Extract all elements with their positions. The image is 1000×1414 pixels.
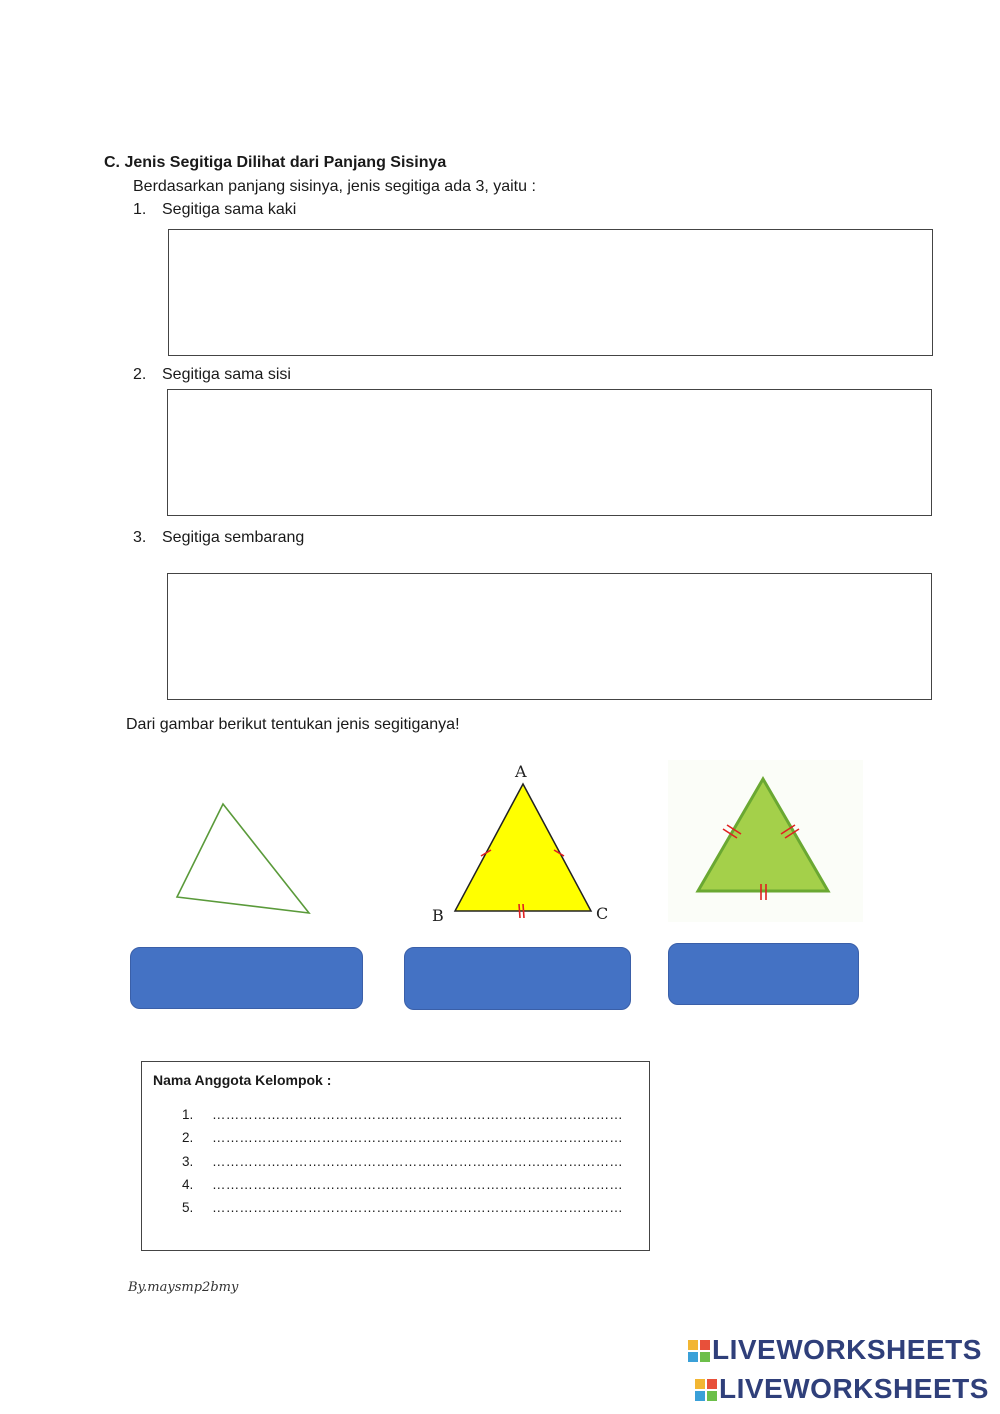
- type-number: 3.: [133, 529, 147, 546]
- answer-field-triangle-1[interactable]: [130, 947, 363, 1009]
- type-item-3: [133, 529, 433, 549]
- scalene-triangle-shape: [177, 804, 309, 913]
- answer-box-sama-kaki[interactable]: [168, 229, 933, 356]
- type-item-1: [133, 201, 433, 221]
- scalene-triangle-figure: [170, 795, 320, 920]
- member-number: 2.: [182, 1130, 194, 1145]
- watermark-text: LIVEWORKSHEETS: [719, 1373, 989, 1404]
- vertex-label-c: C: [596, 904, 609, 923]
- answer-box-sama-sisi[interactable]: [167, 389, 932, 516]
- member-blank: ………………………………………………………………………………: [212, 1177, 623, 1192]
- type-item-2: [133, 366, 433, 386]
- isosceles-triangle-shape: [455, 784, 591, 911]
- type-label: Segitiga sama kaki: [162, 201, 297, 218]
- member-row-2: [182, 1130, 623, 1145]
- watermark-text: LIVEWORKSHEETS: [712, 1334, 982, 1365]
- group-members-box: [141, 1061, 650, 1251]
- answer-field-triangle-3[interactable]: [668, 943, 859, 1005]
- member-number: 1.: [182, 1107, 194, 1122]
- section-intro: Berdasarkan panjang sisinya, jenis segitiga ada 3, yaitu :: [133, 178, 536, 195]
- answer-field-triangle-2[interactable]: [404, 947, 631, 1010]
- member-number: 3.: [182, 1154, 194, 1169]
- member-number: 5.: [182, 1200, 194, 1215]
- vertex-label-b: B: [432, 906, 444, 925]
- section-heading: C. Jenis Segitiga Dilihat dari Panjang Sisinya: [104, 154, 447, 171]
- member-blank: ………………………………………………………………………………: [212, 1130, 623, 1145]
- member-row-1: [182, 1107, 623, 1122]
- type-label: Segitiga sembarang: [162, 529, 305, 546]
- member-number: 4.: [182, 1177, 194, 1192]
- answer-box-sembarang[interactable]: [167, 573, 932, 700]
- liveworksheets-logo-icon: [688, 1340, 710, 1362]
- author-signature: By.maysmp2bmy: [128, 1280, 239, 1295]
- liveworksheets-logo-icon: [695, 1379, 717, 1401]
- vertex-label-a: A: [515, 762, 527, 781]
- member-row-5: [182, 1200, 623, 1215]
- isosceles-triangle-figure: [425, 758, 620, 930]
- tick-mark: [519, 904, 520, 918]
- liveworksheets-watermark-2: [695, 1373, 989, 1405]
- type-label: Segitiga sama sisi: [162, 366, 291, 383]
- member-blank: ………………………………………………………………………………: [212, 1154, 623, 1169]
- type-number: 2.: [133, 366, 147, 383]
- equilateral-triangle-figure: [668, 760, 863, 922]
- type-number: 1.: [133, 201, 147, 218]
- members-title: Nama Anggota Kelompok :: [153, 1072, 332, 1088]
- member-row-4: [182, 1177, 623, 1192]
- liveworksheets-watermark-1: [688, 1334, 982, 1366]
- tick-mark: [523, 904, 524, 918]
- instruction-text: Dari gambar berikut tentukan jenis segitiganya!: [126, 716, 460, 733]
- member-blank: ………………………………………………………………………………: [212, 1107, 623, 1122]
- member-row-3: [182, 1154, 623, 1169]
- member-blank: ………………………………………………………………………………: [212, 1200, 623, 1215]
